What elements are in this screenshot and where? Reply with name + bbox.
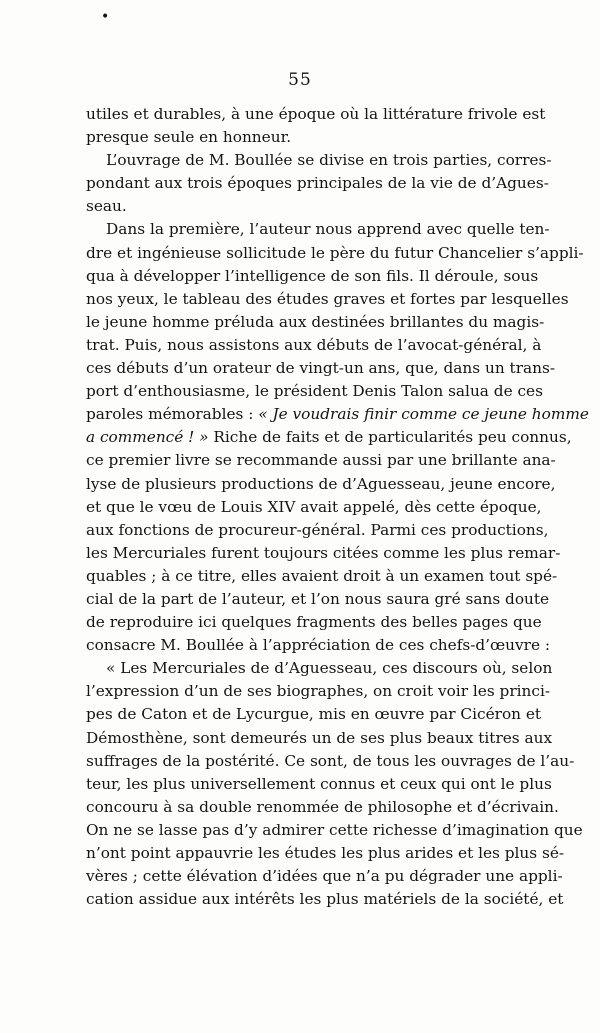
text-line <box>86 750 575 773</box>
text-line <box>86 288 569 311</box>
text-segment: aux fonctions de procureur-général. Parmi ces productions, <box>86 520 549 539</box>
text-line <box>86 380 543 403</box>
text-line <box>86 334 542 357</box>
text-line <box>86 727 553 750</box>
text-segment: de reproduire ici quelques fragments des belles pages que <box>86 613 542 632</box>
text-line <box>86 265 539 288</box>
text-segment: pondant aux trois époques principales de la vie de d’Agues- <box>86 174 549 193</box>
text-line <box>86 403 589 426</box>
text-segment: nos yeux, le tableau des études graves et fortes par lesquelles <box>86 289 569 308</box>
text-line <box>86 611 542 634</box>
quoted-italic-text: a commencé ! » <box>86 428 209 447</box>
text-segment: dre et ingénieuse sollicitude le père du futur Chancelier s’appli- <box>86 243 584 262</box>
text-segment: teur, les plus universellement connus et ceux qui ont le plus <box>86 774 552 793</box>
text-segment: pes de Caton et de Lycurgue, mis en œuvre par Cicéron et <box>86 705 542 724</box>
text-line <box>86 473 556 496</box>
text-line <box>86 542 561 565</box>
text-line <box>86 865 563 888</box>
text-line <box>86 242 584 265</box>
text-segment: paroles mémorables : <box>86 405 259 424</box>
text-segment: le jeune homme préluda aux destinées brillantes du magis- <box>86 312 545 331</box>
text-line <box>86 172 549 195</box>
text-segment: seau. <box>86 197 127 216</box>
body-text <box>86 103 589 911</box>
text-segment: ces débuts d’un orateur de vingt-un ans, que, dans un trans- <box>86 359 555 378</box>
text-segment: utiles et durables, à une époque où la littérature frivole est <box>86 105 546 123</box>
text-segment: n’ont point appauvrie les études les plus arides et les plus sé- <box>86 844 565 862</box>
text-segment: ce premier livre se recommande aussi par une brillante ana- <box>86 451 556 470</box>
text-segment: consacre M. Boullée à l’appréciation de ces chefs-d’œuvre : <box>86 636 551 655</box>
text-segment: trat. Puis, nous assistons aux débuts de l’avocat-général, à <box>86 335 542 354</box>
text-segment: port d’enthousiasme, le président Denis Talon salua de ces <box>86 382 543 401</box>
text-line <box>86 588 550 611</box>
text-segment: cation assidue aux intérêts les plus matériels de la société, et <box>86 890 564 909</box>
text-line <box>86 218 550 241</box>
text-segment: concouru à sa double renommée de philosophe et d’écrivain. <box>86 797 559 816</box>
quoted-italic-text: « Je voudrais finir comme ce jeune homme <box>258 405 589 424</box>
text-segment: presque seule en honneur. <box>86 128 292 147</box>
text-line <box>86 149 552 172</box>
text-line <box>86 426 572 449</box>
text-segment: « Les Mercuriales de d’Aguesseau, ces discours où, selon <box>106 659 553 678</box>
text-segment: qua à développer l’intelligence de son fils. Il déroule, sous <box>86 266 539 285</box>
text-line <box>86 565 558 588</box>
text-line <box>86 796 559 819</box>
text-segment: Démosthène, sont demeurés un de ses plus beaux titres aux <box>86 728 553 747</box>
text-segment: L’ouvrage de M. Boullée se divise en trois parties, corres- <box>106 151 552 170</box>
text-line <box>86 657 553 680</box>
text-line <box>86 680 551 703</box>
text-line <box>86 888 564 911</box>
text-line <box>86 449 556 472</box>
text-line <box>86 842 565 865</box>
text-segment: les Mercuriales furent toujours citées comme les plus remar- <box>86 543 561 562</box>
text-line <box>86 195 512 218</box>
text-segment: lyse de plusieurs productions de d’Aguesseau, jeune encore, <box>86 474 556 493</box>
text-segment: vères ; cette élévation d’idées que n’a pu dégrader une appli- <box>86 867 563 886</box>
text-segment: l’expression d’un de ses biographes, on croit voir les princi- <box>86 682 551 701</box>
text-segment: Dans la première, l’auteur nous apprend avec quelle ten- <box>106 220 550 239</box>
text-line <box>86 311 545 334</box>
text-segment: suffrages de la postérité. Ce sont, de tous les ouvrages de l’au- <box>86 751 575 770</box>
text-line <box>86 703 542 726</box>
text-line <box>86 126 512 149</box>
text-line <box>86 773 552 796</box>
text-line <box>86 103 546 126</box>
corner-mark: • <box>101 9 110 25</box>
text-segment: et que le vœu de Louis XIV avait appelé, dès cette époque, <box>86 497 542 516</box>
text-segment: Riche de faits et de particularités peu connus, <box>208 428 572 447</box>
text-line <box>86 496 542 519</box>
text-line <box>86 819 583 842</box>
text-line <box>86 519 549 542</box>
text-line <box>86 357 555 380</box>
text-segment: cial de la part de l’auteur, et l’on nous saura gré sans doute <box>86 589 550 608</box>
page-number: 55 <box>288 70 312 90</box>
text-segment: On ne se lasse pas d’y admirer cette richesse d’imagination que <box>86 820 583 839</box>
text-line <box>86 634 551 657</box>
text-segment: quables ; à ce titre, elles avaient droit à un examen tout spé- <box>86 566 558 585</box>
